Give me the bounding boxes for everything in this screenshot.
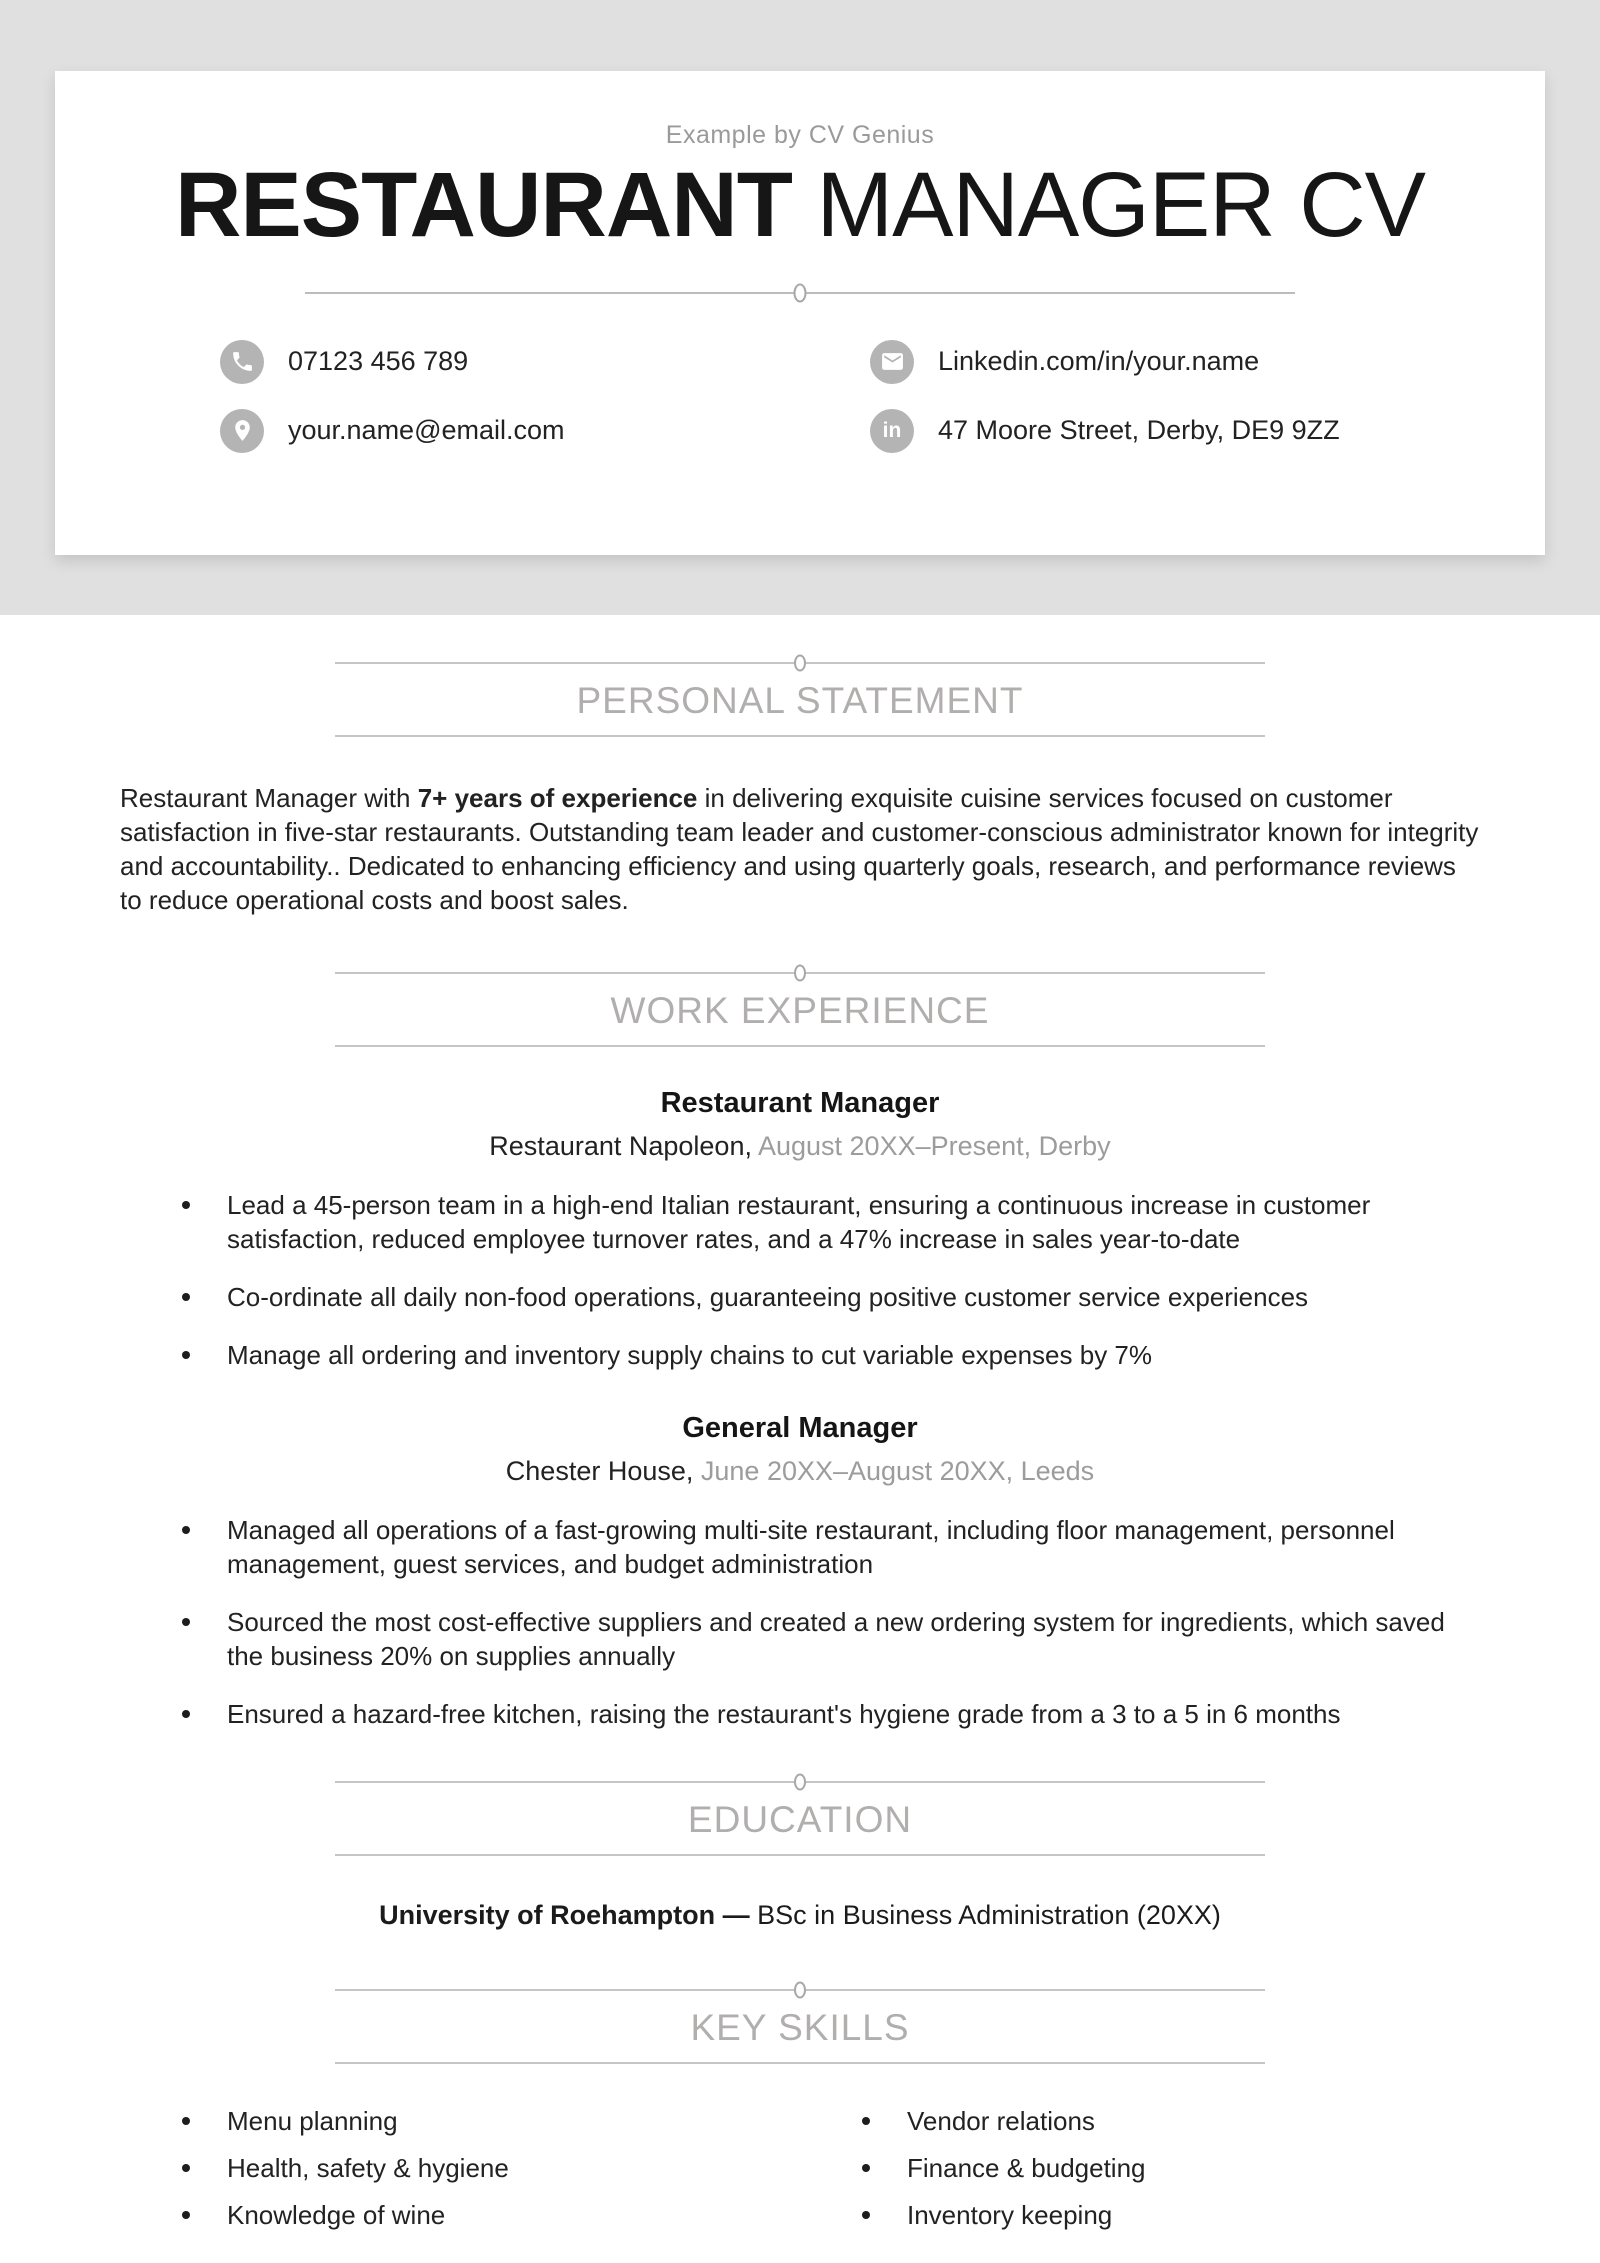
section-header-education: [335, 1781, 1265, 1856]
job-dates-location: June 20XX–August 20XX, Leeds: [693, 1456, 1095, 1486]
job-title: General Manager: [682, 1412, 918, 1444]
job-bullet: Manage all ordering and inventory supply chains to cut variable expenses by 7%: [120, 1338, 1480, 1372]
divider-knot: [794, 1982, 806, 1999]
job-entry: [120, 1087, 1480, 1372]
skill-item: Vendor relations: [800, 2104, 1480, 2138]
job-dates-location: August 20XX–Present, Derby: [751, 1131, 1111, 1161]
contact-phone-text: 07123 456 789: [288, 346, 469, 377]
contact-linkedin-url: [870, 340, 1380, 384]
education-degree: BSc in Business Administration (20XX): [749, 1900, 1221, 1930]
contact-phone: [220, 340, 870, 384]
section-divider-top: [335, 662, 1265, 664]
divider-knot: [794, 655, 806, 672]
personal-statement-bold: 7+ years of experience: [417, 783, 698, 813]
section-heading: EDUCATION: [687, 1799, 913, 1840]
contact-address: [870, 409, 1380, 453]
job-company: Chester House,: [505, 1456, 694, 1486]
job-bullet: Lead a 45-person team in a high-end Italian restaurant, ensuring a continuous increase in customer satisfaction, reduced employee turnover rates, and a 47% increase in sales year-to-date: [120, 1188, 1480, 1256]
skill-item: Menu planning: [120, 2104, 800, 2138]
section-heading: PERSONAL STATEMENT: [576, 680, 1024, 721]
header-band: [0, 0, 1600, 615]
contact-address-text: 47 Moore Street, Derby, DE9 9ZZ: [938, 415, 1340, 446]
header-divider: [305, 292, 1295, 294]
job-bullet: Ensured a hazard-free kitchen, raising the restaurant's hygiene grade from a 3 to a 5 in 6 months: [120, 1697, 1480, 1731]
divider-knot: [794, 1774, 806, 1791]
job-bullet: Sourced the most cost-effective suppliers and created a new ordering system for ingredients, which saved the business 20% on supplies annually: [120, 1605, 1480, 1673]
skill-item: Health, safety & hygiene: [120, 2151, 800, 2185]
cv-body: [120, 662, 1480, 2245]
job-bullet: Co-ordinate all daily non-food operations, guaranteeing positive customer service experiences: [120, 1280, 1480, 1314]
section-header-key-skills: [335, 1989, 1265, 2064]
section-header-personal-statement: [335, 662, 1265, 737]
job-entry: [120, 1412, 1480, 1731]
divider-knot: [794, 283, 807, 302]
section-heading: WORK EXPERIENCE: [610, 990, 990, 1031]
phone-icon: [220, 340, 264, 384]
contact-email: [220, 409, 870, 453]
skills-column-right: [800, 2104, 1480, 2245]
section-header-work-experience: [335, 972, 1265, 1047]
header-card: [55, 71, 1545, 555]
skill-item: Inventory keeping: [800, 2198, 1480, 2232]
location-pin-icon: [220, 409, 264, 453]
job-meta: [120, 1456, 1480, 1487]
job-bullets: [120, 1188, 1480, 1372]
job-bullets: [120, 1513, 1480, 1731]
job-meta: [120, 1131, 1480, 1162]
contact-info: [220, 340, 1380, 453]
section-heading: KEY SKILLS: [690, 2007, 910, 2048]
page-title-secondary: MANAGER CV: [791, 154, 1426, 256]
section-divider-bottom: [335, 2062, 1265, 2064]
job-title: Restaurant Manager: [660, 1087, 940, 1119]
education-school: University of Roehampton —: [379, 1900, 750, 1930]
section-divider-bottom: [335, 735, 1265, 737]
linkedin-icon: in: [870, 409, 914, 453]
section-divider-top: [335, 1989, 1265, 1991]
section-divider-top: [335, 972, 1265, 974]
contact-email-text: your.name@email.com: [288, 415, 565, 446]
personal-statement-text: Restaurant Manager with 7+ years of experience in delivering exquisite cuisine services focused on customer satisfaction in five-star restaurants. Outstanding team leader and customer-conscious administrator known for integrity and accountability.. Dedicated to enhancing efficiency and using quarterly goals, research, and performance reviews to reduce operational costs and boost sales.: [120, 783, 1479, 915]
skill-item: Knowledge of wine: [120, 2198, 800, 2232]
job-company: Restaurant Napoleon,: [489, 1131, 752, 1161]
job-bullet: Managed all operations of a fast-growing multi-site restaurant, including floor management, personnel management, guest services, and budget administration: [120, 1513, 1480, 1581]
section-divider-top: [335, 1781, 1265, 1783]
section-divider-bottom: [335, 1045, 1265, 1047]
skill-item: Finance & budgeting: [800, 2151, 1480, 2185]
page-title: [55, 154, 1545, 256]
envelope-icon: [870, 340, 914, 384]
page-title-primary: RESTAURANT: [174, 154, 792, 256]
section-divider-bottom: [335, 1854, 1265, 1856]
contact-linkedin-text: Linkedin.com/in/your.name: [938, 346, 1260, 377]
skills-column-left: [120, 2104, 800, 2245]
education-entry: [120, 1900, 1480, 1931]
divider-knot: [794, 965, 806, 982]
example-badge: Example by CV Genius: [665, 121, 935, 149]
skills-list: [120, 2104, 1480, 2245]
